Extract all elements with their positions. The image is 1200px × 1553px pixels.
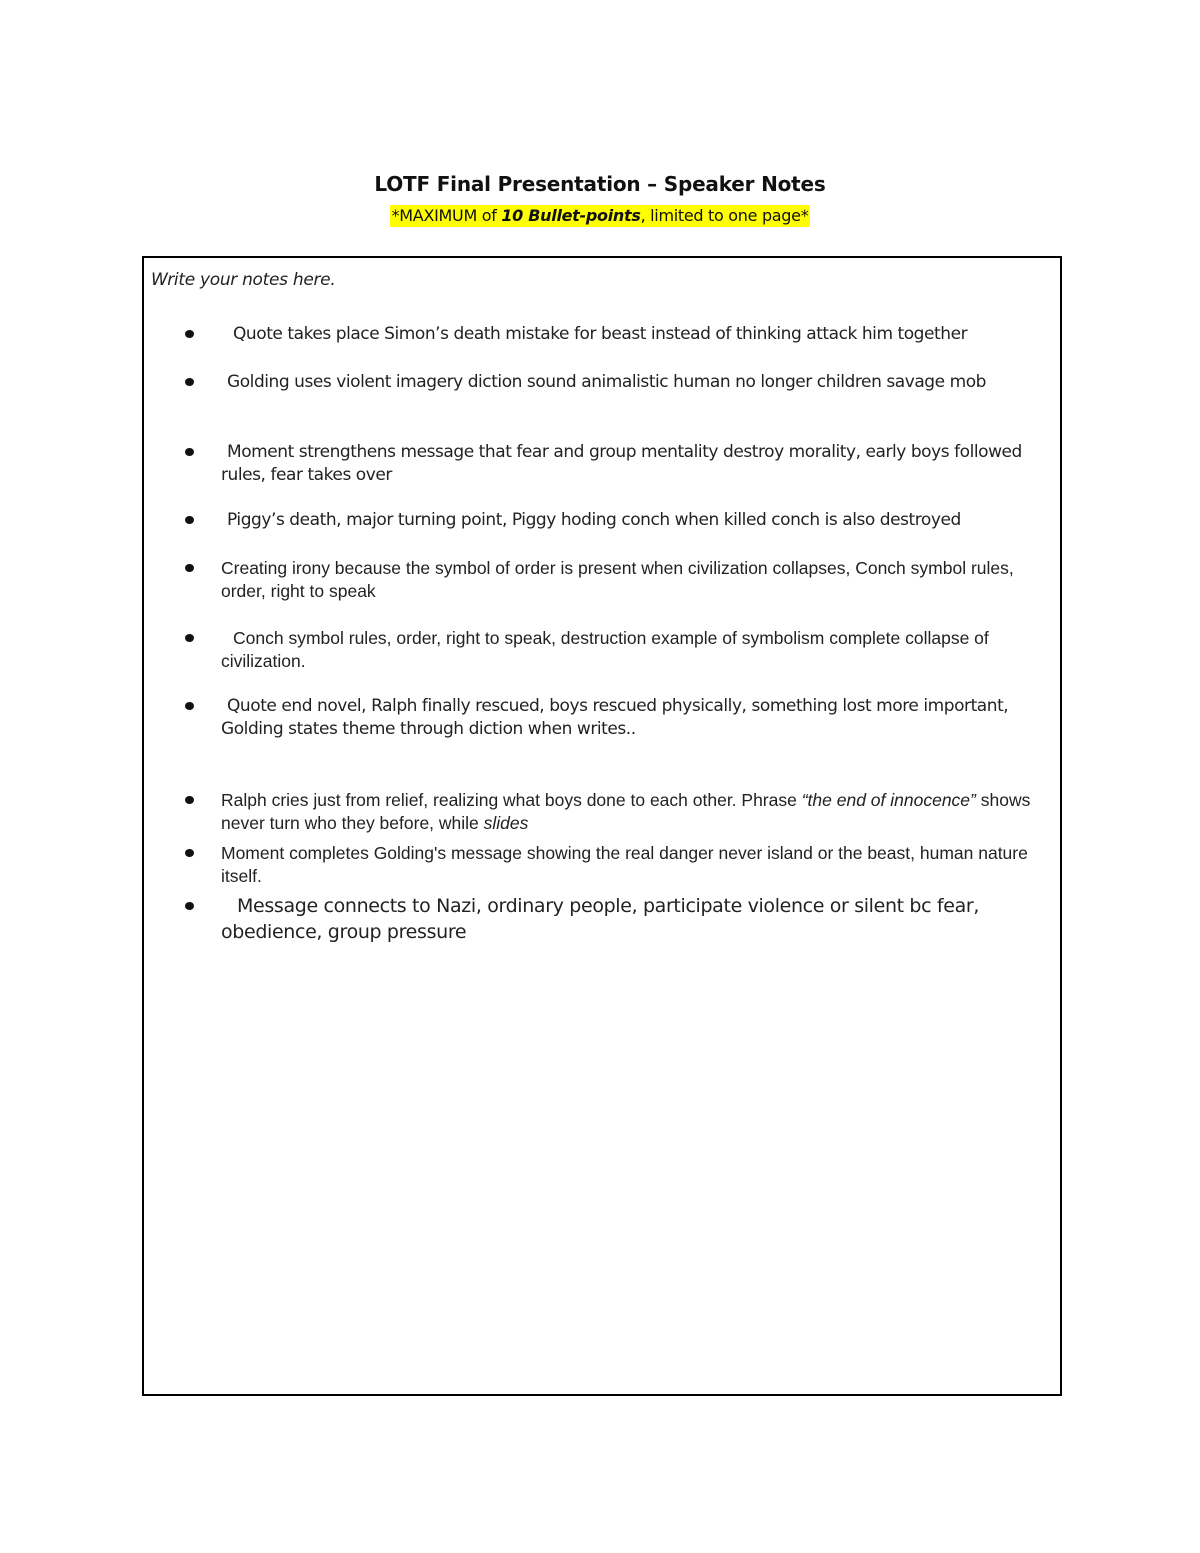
bullet-icon xyxy=(185,702,194,710)
bullet-icon xyxy=(185,378,194,386)
quoted-phrase: “the end of innocence” xyxy=(801,790,976,810)
bullet-text: Moment completes Golding's message showing the real danger never island or the beast, human nature itself. xyxy=(221,843,1028,886)
bullet-icon xyxy=(185,516,194,524)
subtitle-line xyxy=(0,205,1200,227)
highlighted-instruction xyxy=(390,205,811,227)
bullet-text xyxy=(221,789,1055,835)
bullet-icon xyxy=(185,330,194,338)
bullet-icon xyxy=(185,849,194,857)
bullet-text: Moment strengthens message that fear and group mentality destroy morality, early boys followed rules, fear takes over xyxy=(221,442,1022,485)
bullet-text: Piggy’s death, major turning point, Piggy hoding conch when killed conch is also destroyed xyxy=(227,510,961,530)
italic-word: slides xyxy=(483,813,529,833)
bullet-icon xyxy=(185,448,194,456)
bullet-text-part: shows never turn who they before, while xyxy=(221,790,1031,833)
bullet-text: Conch symbol rules, order, right to speak, destruction example of symbolism complete collapse of civilization. xyxy=(221,628,989,671)
bullet-text: Quote takes place Simon’s death mistake for beast instead of thinking attack him together xyxy=(233,324,968,344)
document-title: LOTF Final Presentation – Speaker Notes xyxy=(374,172,826,196)
bullet-text: Quote end novel, Ralph finally rescued, boys rescued physically, something lost more important, Golding states theme through diction when writes.. xyxy=(221,696,1009,739)
instruction-bold: 10 Bullet-points xyxy=(501,206,641,225)
bullet-text-part: Ralph cries just from relief, realizing what boys done to each other. Phrase xyxy=(221,790,802,810)
bullet-text: Golding uses violent imagery diction sound animalistic human no longer children savage mob xyxy=(227,372,987,392)
instruction-suffix: , limited to one page* xyxy=(640,206,809,225)
bullet-text: Creating irony because the symbol of order is present when civilization collapses, Conch symbol rules, order, right to speak xyxy=(221,558,1014,601)
bullet-icon xyxy=(185,634,194,642)
instruction-prefix: *MAXIMUM of xyxy=(391,206,502,225)
bullet-icon xyxy=(185,796,194,804)
bullet-icon xyxy=(185,564,194,572)
notes-prompt: Write your notes here. xyxy=(151,270,336,290)
bullet-text: Message connects to Nazi, ordinary people, participate violence or silent bc fear, obedience, group pressure xyxy=(221,895,980,943)
bullet-icon xyxy=(185,902,194,910)
